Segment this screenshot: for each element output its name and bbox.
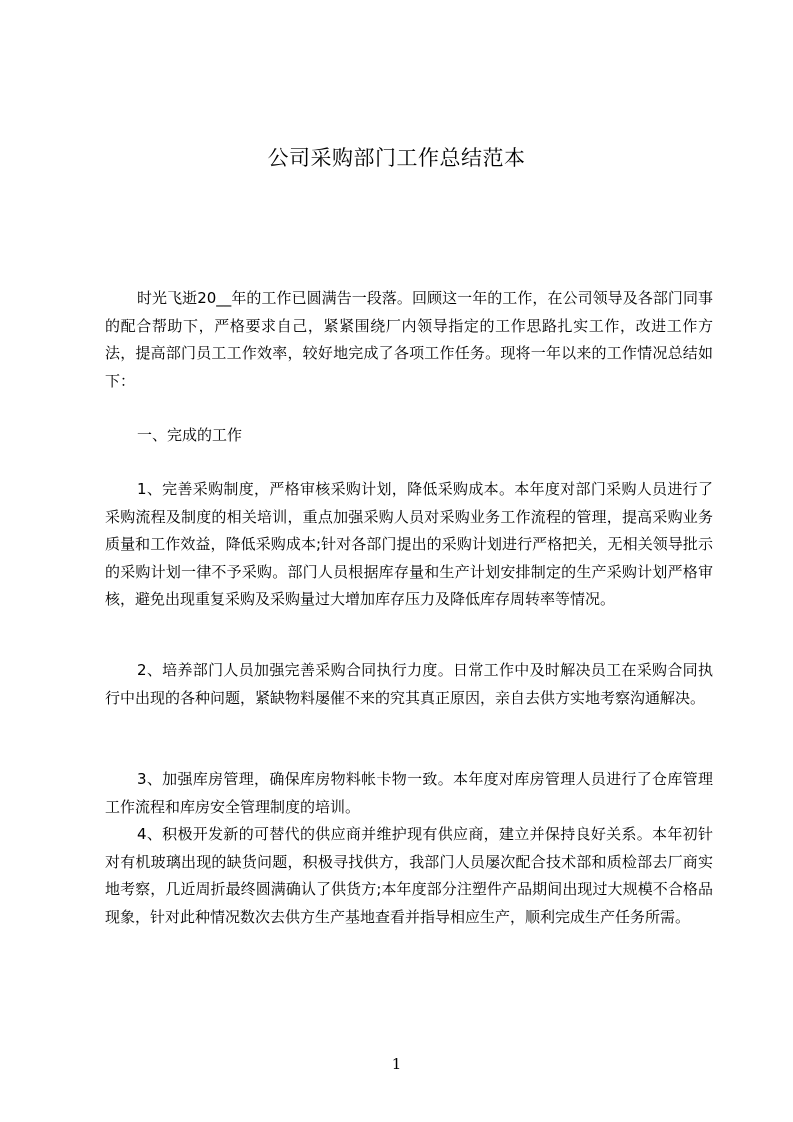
item-paragraph-2: 2、培养部门人员加强完善采购合同执行力度。日常工作中及时解决员工在采购合同执行中出现的各种问题，紧缺物料屡催不来的究其真正原因，亲自去供方实地考察沟通解决。 xyxy=(105,661,713,707)
item-paragraph-3: 3、加强库房管理，确保库房物料帐卡物一致。本年度对库房管理人员进行了仓库管理工作流程和库房安全管理制度的培训。 xyxy=(105,770,713,816)
item-paragraph-4: 4、积极开发新的可替代的供应商并维护现有供应商，建立并保持良好关系。本年初针对有机玻璃出现的缺货问题，积极寻找供方，我部门人员屡次配合技术部和质检部去厂商实地考察，几近周折最终圆满确认了供货方;本年度部分注塑件产品期间出现过大规模不合格品现象，针对此种情况数次去供方生产基地查看并指导相应生产，顺利完成生产任务所需。 xyxy=(105,825,713,926)
intro-paragraph: 时光飞逝20__年的工作已圆满告一段落。回顾这一年的工作，在公司领导及各部门同事的配合帮助下，严格要求自己，紧紧围绕厂内领导指定的工作思路扎实工作，改进工作方法，提高部门员工工作效率，较好地完成了各项工作任务。现将一年以来的工作情况总结如下： xyxy=(105,289,713,390)
item-paragraph-1: 1、完善采购制度，严格审核采购计划，降低采购成本。本年度对部门采购人员进行了采购流程及制度的相关培训，重点加强采购人员对采购业务工作流程的管理，提高采购业务质量和工作效益，降低采购成本;针对各部门提出的采购计划进行严格把关，无相关领导批示的采购计划一律不予采购。部门人员根据库存量和生产计划安排制定的生产采购计划严格审核，避免出现重复采购及采购量过大增加库存压力及降低库存周转率等情况。 xyxy=(105,480,713,608)
section-heading: 一、完成的工作 xyxy=(137,426,243,444)
page-number: 1 xyxy=(391,1055,402,1073)
document-title: 公司采购部门工作总结范本 xyxy=(267,146,526,170)
